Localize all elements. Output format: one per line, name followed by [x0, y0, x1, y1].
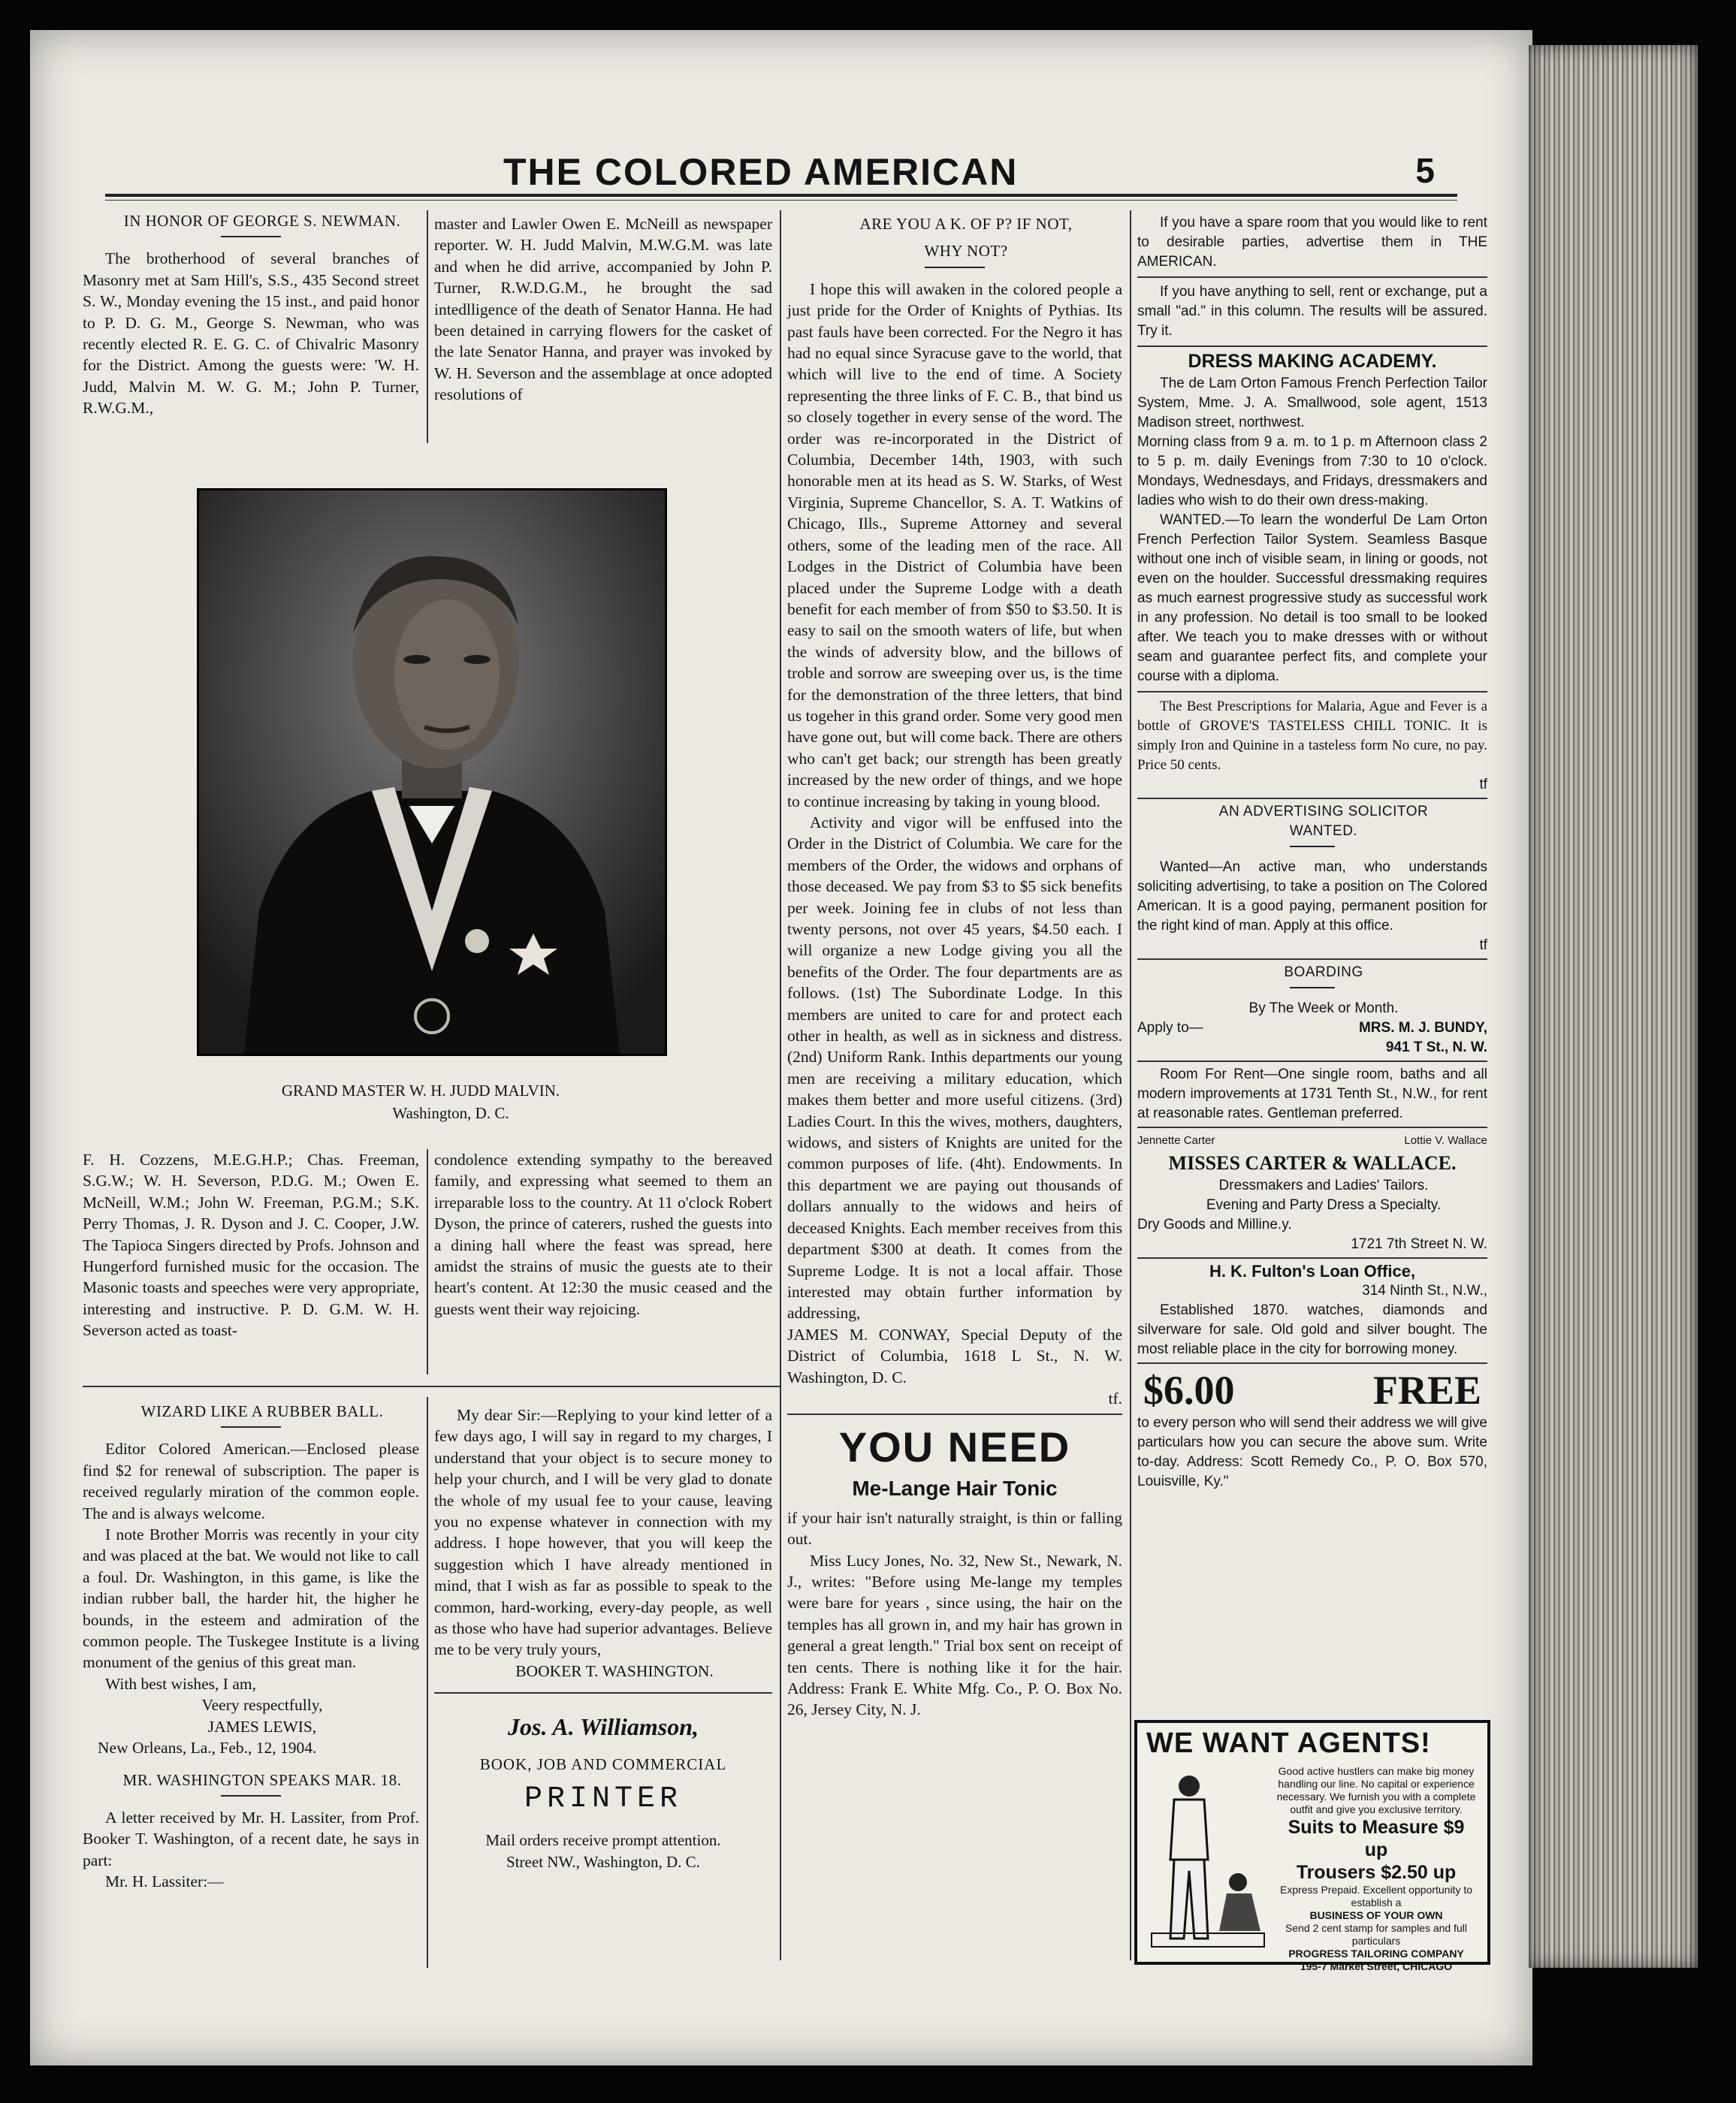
- portrait-photo: [197, 488, 667, 1056]
- wizard-place: New Orleans, La., Feb., 12, 1904.: [98, 1739, 317, 1758]
- spare-room-ad: If you have a spare room that you would like to rent to desirable parties, advertise them in THE AMERICAN.: [1137, 215, 1487, 270]
- agents-line-3: Trousers $2.50 up: [1296, 1862, 1457, 1883]
- agents-line-4: Express Prepaid. Excellent opportunity to establish a: [1279, 1884, 1473, 1908]
- page-number: 5: [1415, 151, 1435, 190]
- dressmaking-paragraph-1: The de Lam Orton Famous French Perfection Tailor System, Mme. J. A. Smallwood, sole agent, 1513 Madison street, northwest.: [1137, 376, 1487, 430]
- solicitor-tf: tf: [1479, 937, 1487, 953]
- newman-paragraph-3: F. H. Cozzens, M.E.G.H.P.; Chas. Freeman, S.G.W.; W. H. Severson, P.D.G. M.; Owen E. McNeill, W.M.; John W. Freeman, P.G.M.; S.K. Perry Thomas, J. R. Dyson and J. C. Cooper, J.W. The Tapioca Singers directed by Profs. Johnson and Hungerford furnished music for the occasion. The Masonic toasts and speeches were very appropriate, interesting and instructive. P. D. G.M. W. H. Severson acted as toast-: [83, 1151, 419, 1340]
- malaria-ad: The Best Prescriptions for Malaria, Ague and Fever is a bottle of GROVE'S TASTELESS CHILL TONIC. It is simply Iron and Quinine in a tasteless form No cure, no pay. Price 50 cents.: [1137, 698, 1487, 773]
- newman-paragraph-2: master and Lawler Owen E. McNeill as newspaper reporter. W. H. Judd Malvin, M.W.G.M. was late and when he did arrive, accompanied by John P. Turner, R.W.D.G.M., he brought the sad intedlligence of the death of Senator Hanna. He had been detained in carrying flowers for the casket of the late Senator Hanna, and prayer was invoked by W. H. Severson and the assemblage at once adopted resolutions of: [434, 215, 772, 404]
- book-page-edges: [1529, 45, 1698, 1968]
- boarding-line-1: By The Week or Month.: [1248, 1000, 1399, 1016]
- carter-title: MISSES CARTER & WALLACE.: [1168, 1152, 1457, 1174]
- fulton-title: H. K. Fulton's Loan Office,: [1209, 1262, 1416, 1281]
- fulton-address: 314 Ninth St., N.W.,: [1362, 1283, 1487, 1299]
- carter-line-1: Dressmakers and Ladies' Tailors.: [1218, 1178, 1429, 1193]
- kofp-paragraph-1: I hope this will awaken in the colored people a just pride for the Order of Knights of Pythias. Its past fauls have been corrected. For the Negro it has had no equal since Syracuse gave to the world, that which will live to the end of time. A Society representing the three links of F. C. B., that bind us so closely together in every sense of the word. The order was re-incorporated in the District of Columbia, December 14th, 1903, with such honorable men at its head as S. W. Starks, of West Virginia, Supreme Chancellor, S. A. T. Watkins of Chicago, Ills., Supreme Attorney and several others, some of the leading men of the race. All Lodges in the District of Columbia have been placed under the Supreme Lodge with a death benefit for each member of from $50 to $3.50. It is easy to sail on the smooth waters of life, but when the winds of adversity blow, and the billows of troble and sorrow are sweeping over us, is the time for the demonstration of the three letters, that bind us togeher in this grand order. Some very good men have gone out, but will come back. There are others who can't get back; our strength has been greatly increased by the new order of things, and we hope to continue increasing by taking in young blood.: [787, 279, 1122, 810]
- dressmaking-title: DRESS MAKING ACADEMY.: [1188, 351, 1437, 372]
- fulton-ad: Established 1870. watches, diamonds and silverware for sale. Old gold and silver bought. The most reliable place in the city for borrowing money.: [1137, 1302, 1487, 1357]
- agents-line-1: Good active hustlers can make big money handling our line. No capital or experience necessary. We furnish you with a complete outfit and give you exclusive territory.: [1276, 1765, 1476, 1815]
- washington-paragraph-1: A letter received by Mr. H. Lassiter, from Prof. Booker T. Washington, of a recent date, he says in part:: [83, 1808, 419, 1869]
- solicitor-heading-2: WANTED.: [1289, 823, 1358, 839]
- washington-heading: MR. WASHINGTON SPEAKS MAR. 18.: [122, 1770, 402, 1789]
- agents-address: 195-7 Market Street, CHICAGO: [1300, 1960, 1453, 1972]
- sell-rent-ad: If you have anything to sell, rent or exchange, put a small "ad." in this column. The results will be assured. Try it.: [1137, 284, 1487, 339]
- section-divider: [83, 1386, 780, 1387]
- malaria-tf: tf: [1479, 777, 1487, 792]
- wizard-closing-2: Veery respectfully,: [201, 1696, 323, 1715]
- wizard-paragraph-2: I note Brother Morris was recently in your city and was placed at the bat. We would not like to call a foul. Dr. Washington, in this game, is like the indian rubber ball, the harder hit, the higher he bounds, in the esteem and admiration of the common people. The Tuskegee Institute is a living monument of the genius of this great man.: [83, 1525, 419, 1672]
- wizard-closing: With best wishes, I am,: [105, 1674, 256, 1693]
- newman-heading: IN HONOR OF GEORGE S. NEWMAN.: [123, 212, 401, 230]
- hair-tonic-headline: YOU NEED: [838, 1423, 1071, 1471]
- kofp-tf: tf.: [1108, 1389, 1122, 1408]
- column-divider: [1130, 210, 1131, 1960]
- boarding-name: MRS. M. J. BUNDY,: [1358, 1020, 1487, 1036]
- kofp-paragraph-2: Activity and vigor will be enffused into the Order in the District of Columbia. We care for the members of the Order, the widows and orphans of those deceased. We pay from $3 to $5 sick benefits per week. Joining fee in clubs of not less than twenty persons, not over 45 years, $4.50 each. I will organize a new Lodge giving you all the benefits of the Order. The four departments are as follows. (1st) The Subordinate Lodge. In this members are united to care for and protect each other in health, as well as in sickness and distress. (2nd) Uniform Rank. Inthis departments our young men are receiving a military education, which makes them better and more useful citizens. (3rd) Ladies Court. In this the wives, mothers, daughters, widows, and sisters of Knights are united for the common purposes of life. (4ht). Endowments. In this department we are paying out thousands of dollars annually to the widows and heirs of deceased Knights. Each member receives from this department $300 at death. It comes from the Supreme Lodge. It is not a local affair. Those interested may obtain further information by addressing,: [787, 813, 1122, 1323]
- printer-name: Jos. A. Williamson,: [508, 1713, 699, 1741]
- ad-divider: [787, 1414, 1122, 1415]
- boarding-apply: Apply to—: [1137, 1020, 1203, 1036]
- carter-name-1: Jennette Carter: [1137, 1134, 1215, 1147]
- washington-paragraph-2: Mr. H. Lassiter:—: [105, 1872, 224, 1891]
- carter-name-2: Lottie V. Wallace: [1404, 1134, 1487, 1147]
- newman-column-3: [83, 1149, 419, 1341]
- agents-ad: [1134, 1720, 1490, 1972]
- washington-letter-column: [434, 1405, 772, 1872]
- free-word: FREE: [1372, 1368, 1481, 1413]
- hair-tonic-paragraph-1: if your hair isn't naturally straight, is thin or falling out.: [787, 1508, 1122, 1549]
- carter-line-3: Dry Goods and Milline.y.: [1137, 1217, 1292, 1233]
- kofp-column: [787, 213, 1122, 1721]
- printer-line-1: BOOK, JOB AND COMMERCIAL: [479, 1755, 727, 1774]
- column-divider: [427, 1149, 428, 1374]
- printer-line-2: PRINTER: [524, 1782, 683, 1816]
- wizard-heading: WIZARD LIKE A RUBBER BALL.: [140, 1402, 384, 1420]
- agents-headline: WE WANT AGENTS!: [1146, 1727, 1431, 1759]
- hair-tonic-product: Me-Lange Hair Tonic: [852, 1477, 1058, 1501]
- printer-line-4: Street NW., Washington, D. C.: [506, 1852, 700, 1871]
- wizard-paragraph-1: Editor Colored American.—Enclosed please find $2 for renewal of subscription. The paper is received regularly miration of the common eople. The and is always welcome.: [83, 1440, 419, 1522]
- free-amount: $6.00: [1143, 1368, 1235, 1413]
- masthead-rule: [105, 194, 1457, 197]
- tailor-figure-icon: [1148, 1770, 1268, 1950]
- solicitor-heading-1: AN ADVERTISING SOLICITOR: [1218, 804, 1429, 819]
- agents-company: PROGRESS TAILORING COMPANY: [1288, 1948, 1464, 1960]
- hair-tonic-paragraph-2: Miss Lucy Jones, No. 32, New St., Newark, N. J., writes: "Before using Me-lange my temples were bare for years , since using, the hair on the temples has all grown in, and my hair has grown in general a great length." Trial box sent on receipt of ten cents. There is nothing like it for the hair. Address: Frank E. White Mfg. Co., P. O. Box No. 26, Jersey City, N. J.: [787, 1551, 1122, 1719]
- boarding-address: 941 T St., N. W.: [1385, 1039, 1487, 1055]
- carter-address: 1721 7th Street N. W.: [1351, 1236, 1487, 1252]
- ad-divider: [434, 1692, 772, 1694]
- dressmaking-paragraph-3: WANTED.—To learn the wonderful De Lam Orton French Perfection Tailor System. Seamless Basque without one inch of visible seam, in lining or goods, not even on the houlder. Successful dressmaking requires as much earnest progressive study as successful work in any profession. No detail is too small to be looked after. We teach you to make dresses with or without seam and guarantee perfect fits, and complete your course with a diploma.: [1137, 512, 1487, 684]
- dressmaking-paragraph-2: Morning class from 9 a. m. to 1 p. m Afternoon class 2 to 5 p. m. daily Evenings from 7:30 to 10 o'clock. Mondays, Wednesdays, and Fridays, dressmakers and ladies who wish to do their own dress-making.: [1137, 434, 1487, 508]
- room-for-rent-ad: Room For Rent—One single room, baths and all modern improvements at 1731 Tenth St., N.W., for rent at reasonable rates. Gentleman preferred.: [1137, 1067, 1487, 1121]
- newman-column-2: [434, 213, 772, 406]
- free-ad: to every person who will send their address we will give particulars how you can secure the above sum. Write to-day. Address: Scott Remedy Co., P. O. Box 570, Louisville, Ky.": [1137, 1415, 1487, 1489]
- boarding-heading: BOARDING: [1284, 964, 1363, 980]
- kofp-heading-1: ARE YOU A K. OF P? IF NOT,: [859, 215, 1073, 233]
- washington-letter: My dear Sir:—Replying to your kind letter of a few days ago, I will say in regard to my charges, I understand that your object is to secure money to help your church, and I will be very glad to donate the whole of my usual fee to your cause, leaving you no expense whatever in connection with my address. I hope however, that you will keep the suggestion which I have already mentioned in mind, that I wish as far as possible to speak to the common, hard-working, every-day people, as well as those who have had superior advantages. Believe me to be very truly yours,: [434, 1406, 772, 1659]
- column-divider: [780, 210, 781, 1960]
- agents-line-6: Send 2 cent stamp for samples and full particulars: [1285, 1922, 1468, 1947]
- classifieds-column: [1137, 213, 1487, 1492]
- portrait-caption: GRAND MASTER W. H. JUDD MALVIN.: [281, 1082, 560, 1100]
- agents-line-5: BUSINESS OF YOUR OWN: [1309, 1909, 1443, 1921]
- solicitor-ad: Wanted—An active man, who understands soliciting advertising, to take a position on The Colored American. It is a good paying, permanent position for the right kind of man. Apply at this office.: [1137, 859, 1487, 934]
- column-divider: [427, 210, 428, 443]
- masthead-rule-thin: [105, 200, 1457, 201]
- portrait-caption-place: Washington, D. C.: [392, 1104, 509, 1122]
- kofp-heading-2: WHY NOT?: [924, 242, 1008, 261]
- wizard-column: [83, 1401, 419, 1893]
- column-divider: [427, 1397, 428, 1968]
- agents-line-2: Suits to Measure $9 up: [1288, 1817, 1465, 1860]
- kofp-paragraph-3: JAMES M. CONWAY, Special Deputy of the District of Columbia, 1618 L St., N. W. Washington, D. C.: [787, 1325, 1122, 1386]
- newspaper-title: THE COLORED AMERICAN: [503, 151, 1019, 193]
- newman-column-1: [83, 210, 419, 419]
- washington-signature: BOOKER T. WASHINGTON.: [515, 1661, 714, 1680]
- newman-column-4: [434, 1149, 772, 1320]
- wizard-signature: JAMES LEWIS,: [207, 1717, 317, 1736]
- carter-line-2: Evening and Party Dress a Specialty.: [1206, 1197, 1442, 1213]
- printer-line-3: Mail orders receive prompt attention.: [485, 1831, 721, 1850]
- portrait-image: [199, 490, 665, 1054]
- newman-paragraph-4: condolence extending sympathy to the bereaved family, and expressing what seemed to them an irreparable loss to the country. At 11 o'clock Robert Dyson, the prince of caterers, rushed the guests into a dining hall where the feast was spread, here amidst the strains of music the guests ate to their heart's content. At 12:30 the music ceased and the guests went their way rejoicing.: [434, 1151, 772, 1318]
- newman-paragraph-1: The brotherhood of several branches of Masonry met at Sam Hill's, S.S., 435 Second street S. W., Monday evening the 15 inst., and paid honor to P. D. G. M., George S. Newman, who was recently elected R. E. G. C. of Chivalric Masonry for the District. Among the guests were: 'W. H. Judd, Malvin M. W. G. M.; John P. Turner, R.W.G.M.,: [83, 249, 419, 418]
